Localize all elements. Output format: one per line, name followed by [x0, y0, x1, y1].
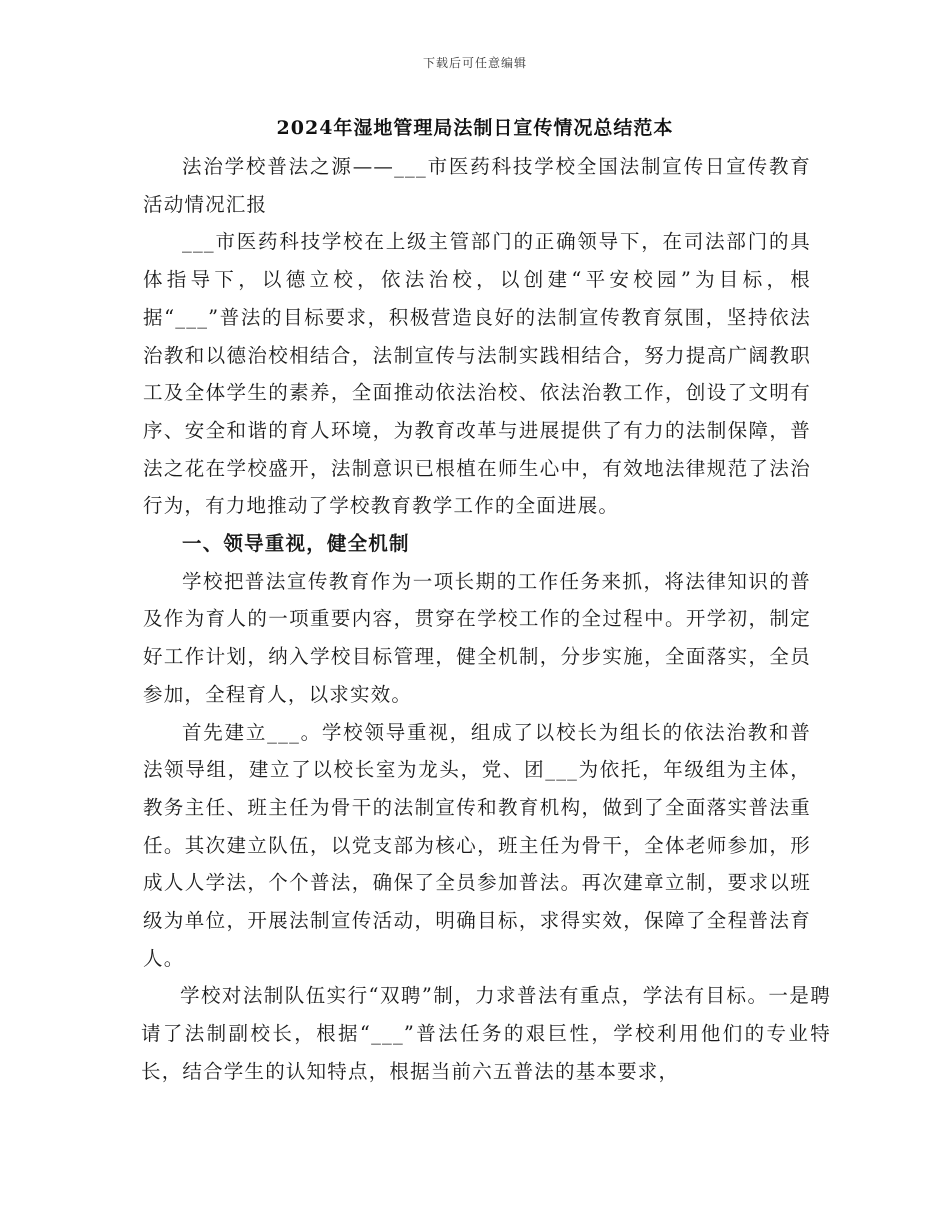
paragraph-subtitle: 法治学校普法之源——___市医药科技学校全国法制宣传日宣传教育活动情况汇报	[143, 155, 811, 216]
document-body	[141, 148, 831, 1091]
paragraph-intro: ___市医药科技学校在上级主管部门的正确领导下，在司法部门的具体指导下，以德立校，依法治校，以创建“平安校园”为目标，根据“___”普法的目标要求，积极营造良好的法制宣传教育氛围，坚持依法治教和以德治校相结合，法制宣传与法制实践相结合，努力提高广阔教职工及全体学生的素养，全面推动依法治校、依法治教工作，创设了文明有序、安全和谐的育人环境，为教育改革与进展提供了有力的法制保障，普法之花在学校盛开，法制意识已根植在师生心中，有效地法律规范了法治行为，有力地推动了学校教育教学工作的全面进展。	[143, 230, 811, 518]
paragraph-body: 学校把普法宣传教育作为一项长期的工作任务来抓，将法律知识的普及作为育人的一项重要内容，贯穿在学校工作的全过程中。开学初，制定好工作计划，纳入学校目标管理，健全机制，分步实施，全面落实，全员参加，全程育人，以求实效。	[143, 569, 811, 706]
section-heading: 一、领导重视，健全机制	[182, 532, 410, 556]
paragraph-body: 首先建立___。学校领导重视，组成了以校长为组长的依法治教和普法领导组，建立了以校长室为龙头，党、团___为依托，年级组为主体，教务主任、班主任为骨干的法制宣传和教育机构，做到了全面落实普法重任。其次建立队伍，以党支部为核心，班主任为骨干，全体老师参加，形成人人学法，个个普法，确保了全员参加普法。再次建章立制，要求以班级为单位，开展法制宣传活动，明确目标，求得实效，保障了全程普法育人。	[143, 720, 811, 970]
header-note: 下载后可任意编辑	[422, 56, 527, 70]
document-title: 2024年湿地管理局法制日宣传情况总结范本	[276, 117, 674, 139]
paragraph-body: 学校对法制队伍实行“双聘”制，力求普法有重点，学法有目标。一是聘请了法制副校长，根据“___”普法任务的艰巨性，学校利用他们的专业特长，结合学生的认知特点，根据当前六五普法的基本要求，	[141, 984, 831, 1083]
